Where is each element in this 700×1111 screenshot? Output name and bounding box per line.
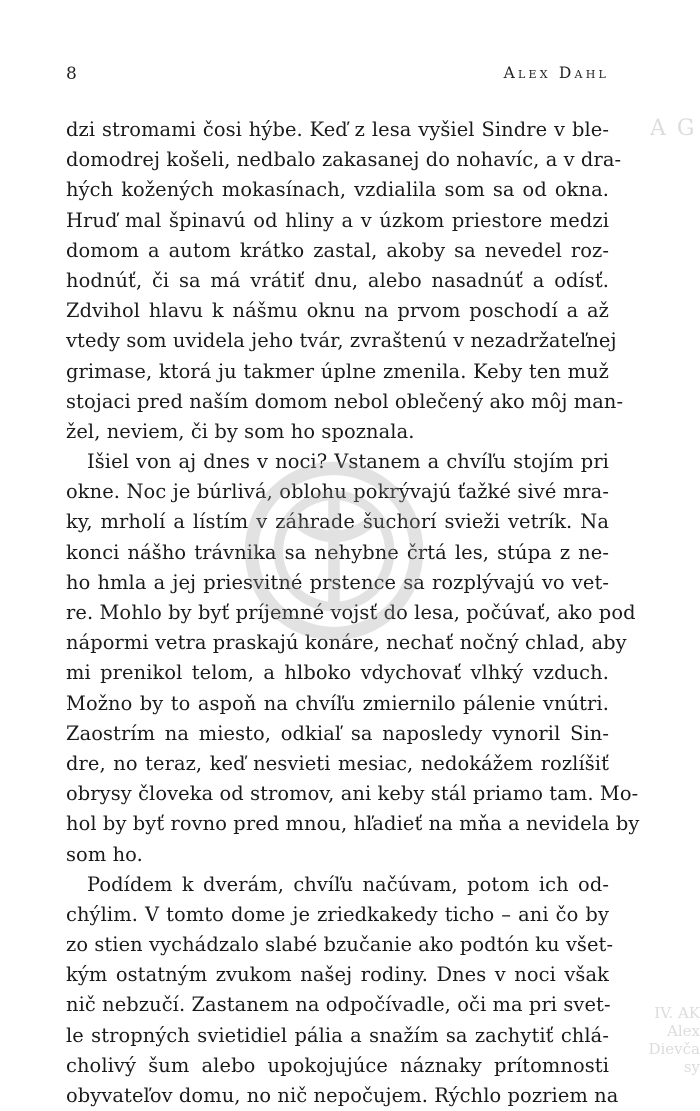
- paragraph: [66, 115, 624, 447]
- text-line: nič nebzučí. Zastanem na odpočívadle, oči ma pri svet-: [66, 993, 611, 1017]
- bleed-through-text-bottom: [642, 1004, 700, 1076]
- text-line: Možno by to aspoň na chvíľu zmiernilo pálenie vnútri.: [66, 691, 609, 715]
- text-line: Zdvihol hlavu k nášmu oknu na prvom poschodí a až: [66, 299, 609, 323]
- text-line: hých kožených mokasínach, vzdialila som sa od okna.: [66, 178, 609, 202]
- text-line: grimase, ktorá ju takmer úplne zmenila. Keby ten muž: [66, 359, 609, 383]
- text-line: Zaostrím na miesto, odkiaľ sa naposledy vynoril Sin-: [66, 721, 609, 745]
- text-line: dzi stromami čosi hýbe. Keď z lesa vyšiel Sindre v ble-: [66, 118, 609, 141]
- text-line: nápormi vetra praskajú konáre, nechať nočný chlad, aby: [66, 631, 627, 655]
- bleed-through-line: Dievča: [648, 1040, 700, 1058]
- bleed-through-text-top: A G: [650, 116, 697, 141]
- text-line: mi prenikol telom, a hlboko vdychovať vlhký vzduch.: [66, 661, 609, 685]
- text-line: hol by byť rovno pred mnou, hľadieť na mňa a nevidela by: [66, 812, 640, 836]
- text-line: dre, no teraz, keď nesvieti mesiac, nedokážem rozlíšiť: [66, 751, 609, 775]
- text-line: hodnúť, či sa má vrátiť dnu, alebo nasadnúť a odísť.: [66, 268, 609, 292]
- text-line: konci nášho trávnika sa nehybne črtá les, stúpa z ne-: [66, 540, 609, 564]
- text-line: obyvateľov domu, no nič nepočujem. Rýchlo pozriem na: [66, 1084, 619, 1107]
- running-head: [66, 64, 609, 88]
- bleed-through-line: sy: [683, 1058, 700, 1076]
- running-head-author: Alex Dahl: [503, 64, 609, 82]
- text-line: cholivý šum alebo upokojujúce náznaky prítomnosti: [66, 1053, 609, 1077]
- text-line: chýlim. V tomto dome je zriedkakedy ticho – ani čo by: [66, 902, 609, 926]
- text-line: zo stien vychádzalo slabé bzučanie ako podtón ku všet-: [66, 933, 614, 957]
- text-line: okne. Noc je búrlivá, oblohu pokrývajú ťažké sivé mra-: [66, 480, 609, 504]
- bleed-through-line: Alex: [667, 1022, 700, 1040]
- text-line: ky, mrholí a lístím v záhrade šuchorí svieži vetrík. Na: [66, 510, 609, 534]
- text-line: stojaci pred naším domom nebol oblečený ako môj man-: [66, 389, 624, 413]
- page-number: 8: [66, 64, 78, 84]
- text-line: le stropných svietidiel pália a snažím sa zachytiť chlá-: [66, 1023, 609, 1047]
- text-line: re. Mohlo by byť príjemné vojsť do lesa, počúvať, ako pod: [66, 601, 636, 624]
- text-line: žel, neviem, či by som ho spoznala.: [66, 419, 415, 443]
- bleed-through-line: IV. AK: [654, 1004, 700, 1022]
- text-line: Hruď mal špinavú od hliny a v úzkom priestore medzi: [66, 208, 609, 232]
- paragraph: [66, 447, 640, 870]
- paragraph: [66, 870, 619, 1111]
- text-line: kým ostatným zvukom našej rodiny. Dnes v noci však: [66, 963, 609, 987]
- text-line: Podídem k dverám, chvíľu načúvam, potom ich od-: [87, 872, 609, 896]
- text-line: obrysy človeka od stromov, ani keby stál priamo tam. Mo-: [66, 782, 639, 806]
- body-text: [66, 115, 640, 1111]
- text-line: domom a autom krátko zastal, akoby sa nevedel roz-: [66, 238, 609, 262]
- text-line: Išiel von aj dnes v noci? Vstanem a chvíľu stojím pri: [87, 450, 609, 474]
- text-line: ho hmla a jej priesvitné prstence sa rozplývajú vo vet-: [66, 570, 609, 594]
- text-line: vtedy som uvidela jeho tvár, zvraštenú v nezadržateľnej: [66, 329, 617, 353]
- text-line: som ho.: [66, 842, 143, 866]
- text-line: domodrej košeli, nedbalo zakasanej do nohavíc, a v dra-: [66, 148, 622, 172]
